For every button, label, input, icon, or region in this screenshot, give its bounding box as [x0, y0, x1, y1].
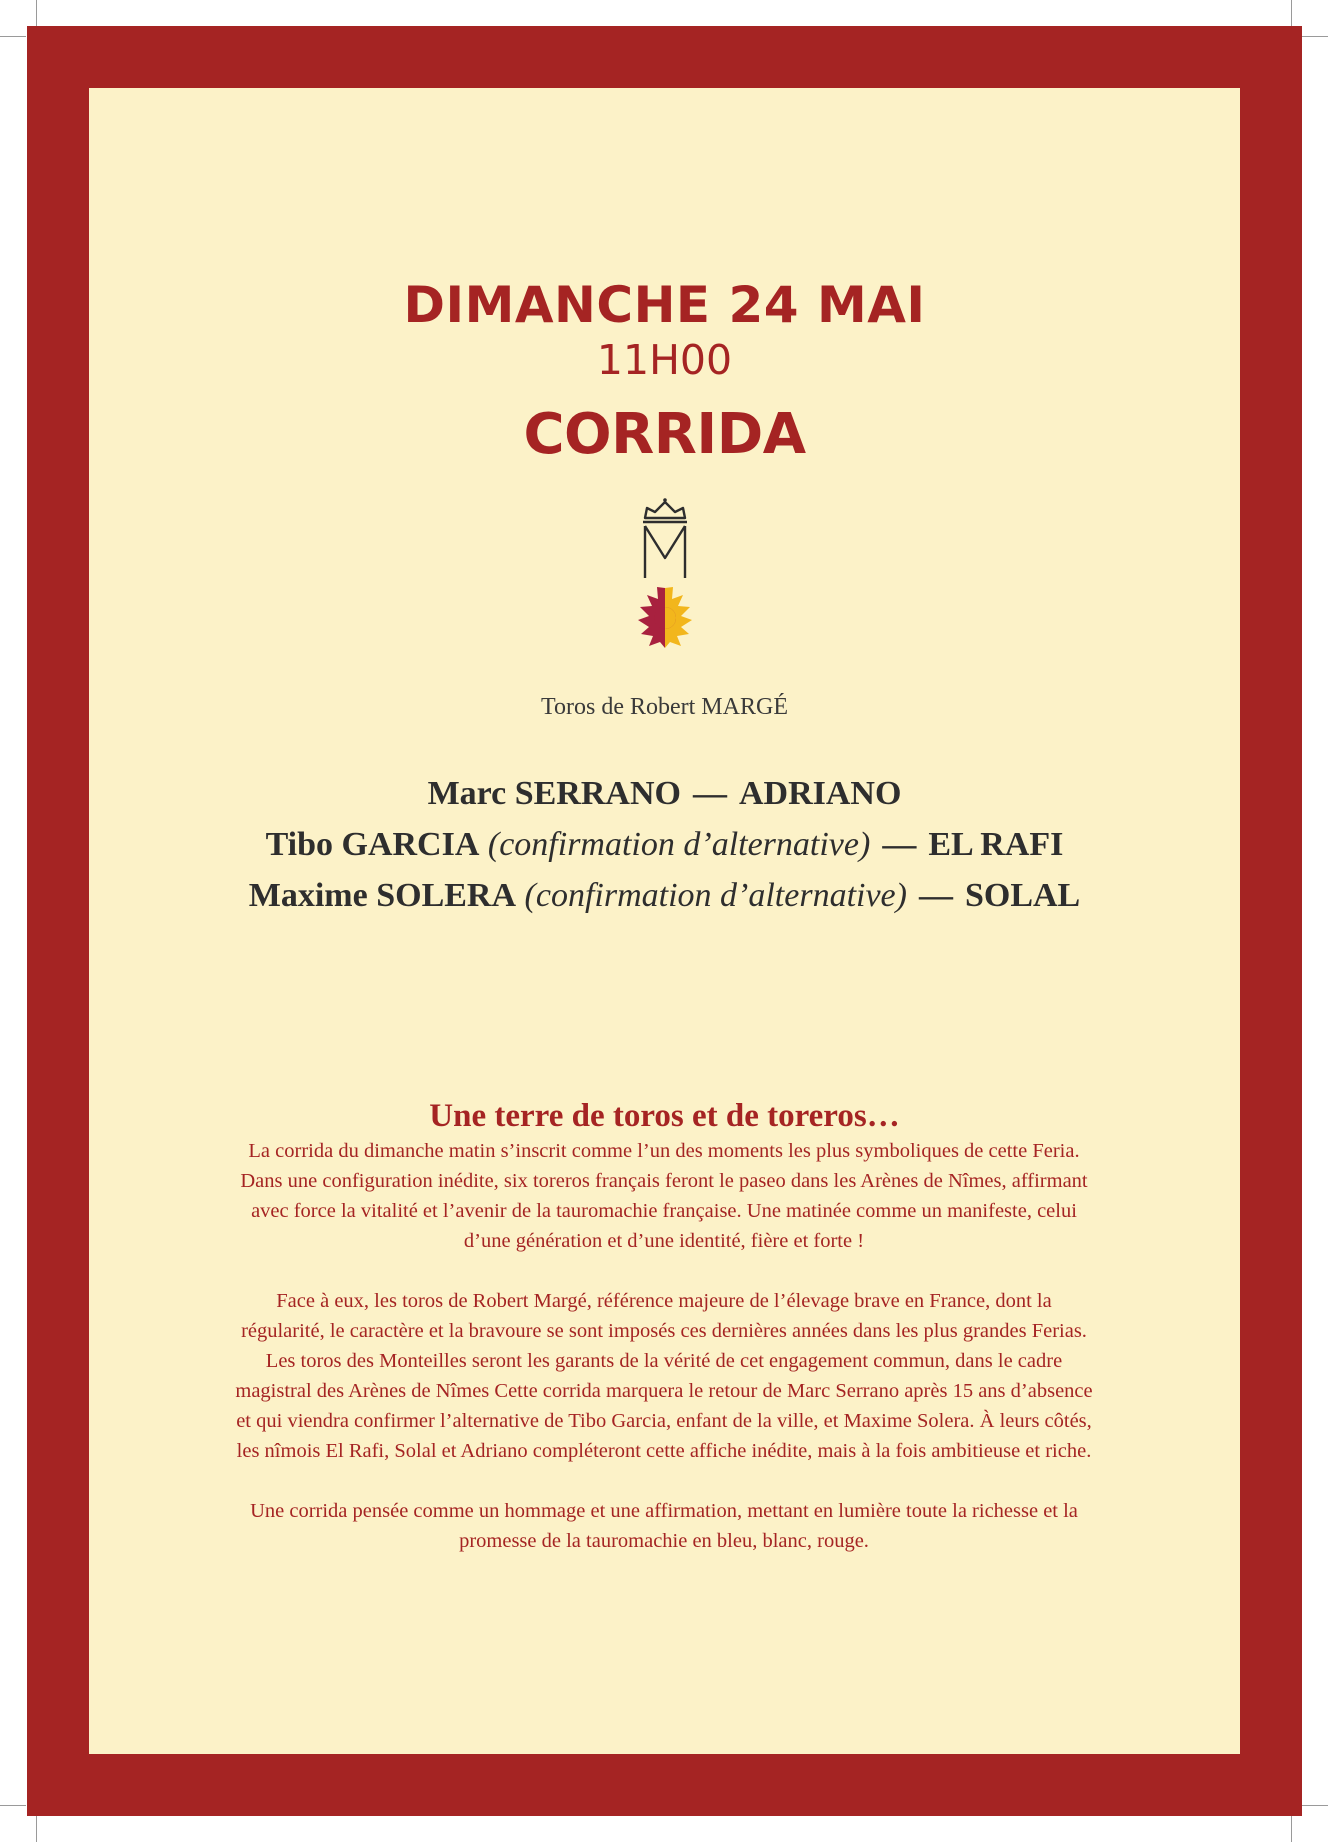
torero-name: EL RAFI [928, 826, 1064, 863]
separator-dash: — [692, 775, 727, 812]
torero-note: (confirmation d’alternative) [524, 877, 907, 914]
torero-name: ADRIANO [738, 775, 902, 812]
description-paragraph: Une corrida pensée comme un hommage et une affirmation, mettant en lumière toute la richesse et la promesse de la tauromachie en bleu, blanc, rouge. [250, 1500, 1078, 1552]
event-title: CORRIDA [523, 402, 806, 467]
crop-mark [0, 36, 26, 37]
cartel-line [89, 819, 1240, 870]
description-paragraph: La corrida du dimanche matin s’inscrit comme l’un des moments les plus symboliques de cette Feria. Dans une configuration inédite, six toreros français feront le paseo dans les Arènes de Nîmes, affirmant avec force la vitalité et l’avenir de la tauromachie française. Une matinée comme un manifeste, celui d’une génération et d’une identité, fière et forte ! [240, 1140, 1088, 1252]
event-date: DIMANCHE 24 MAI [403, 276, 926, 334]
event-time: 11H00 [596, 336, 733, 384]
crop-mark [0, 1805, 26, 1806]
description [234, 1136, 1094, 1586]
crop-mark [36, 1816, 37, 1842]
cartel-line [89, 768, 1240, 819]
cartel [89, 768, 1240, 921]
emblem [635, 496, 695, 656]
cartel-line [89, 870, 1240, 921]
torero-name: Tibo GARCIA [265, 826, 480, 863]
section-subtitle: Une terre de toros et de toreros… [429, 1098, 900, 1134]
poster-frame [27, 26, 1302, 1816]
torero-name: Marc SERRANO [427, 775, 681, 812]
sun-icon [638, 587, 692, 648]
breeder-line: Toros de Robert MARGÉ [541, 694, 788, 720]
torero-note: (confirmation d’alternative) [487, 826, 871, 863]
separator-dash: — [918, 877, 953, 914]
crop-mark [1302, 1805, 1328, 1806]
crop-mark [36, 0, 37, 26]
torero-name: SOLAL [964, 877, 1081, 914]
separator-dash: — [882, 826, 917, 863]
poster-panel [89, 88, 1240, 1754]
crowned-m-icon [643, 498, 687, 578]
crop-mark [1302, 36, 1328, 37]
crop-mark [1291, 1816, 1292, 1842]
description-paragraph: Face à eux, les toros de Robert Margé, référence majeure de l’élevage brave en France, dont la régularité, le caractère et la bravoure se sont imposés ces dernières années dans les plus grandes Ferias. Les toros des Monteilles seront les garants de la vérité de cet engagement commun, dans le cadre magistral des Arènes de Nîmes Cette corrida marquera le retour de Marc Serrano après 15 ans d’absence et qui viendra confirmer l’alternative de Tibo Garcia, enfant de la ville, et Maxime Solera. À leurs côtés, les nîmois El Rafi, Solal et Adriano compléteront cette affiche inédite, mais à la fois ambitieuse et riche. [235, 1290, 1093, 1462]
torero-name: Maxime SOLERA [248, 877, 517, 914]
crop-mark [1291, 0, 1292, 26]
